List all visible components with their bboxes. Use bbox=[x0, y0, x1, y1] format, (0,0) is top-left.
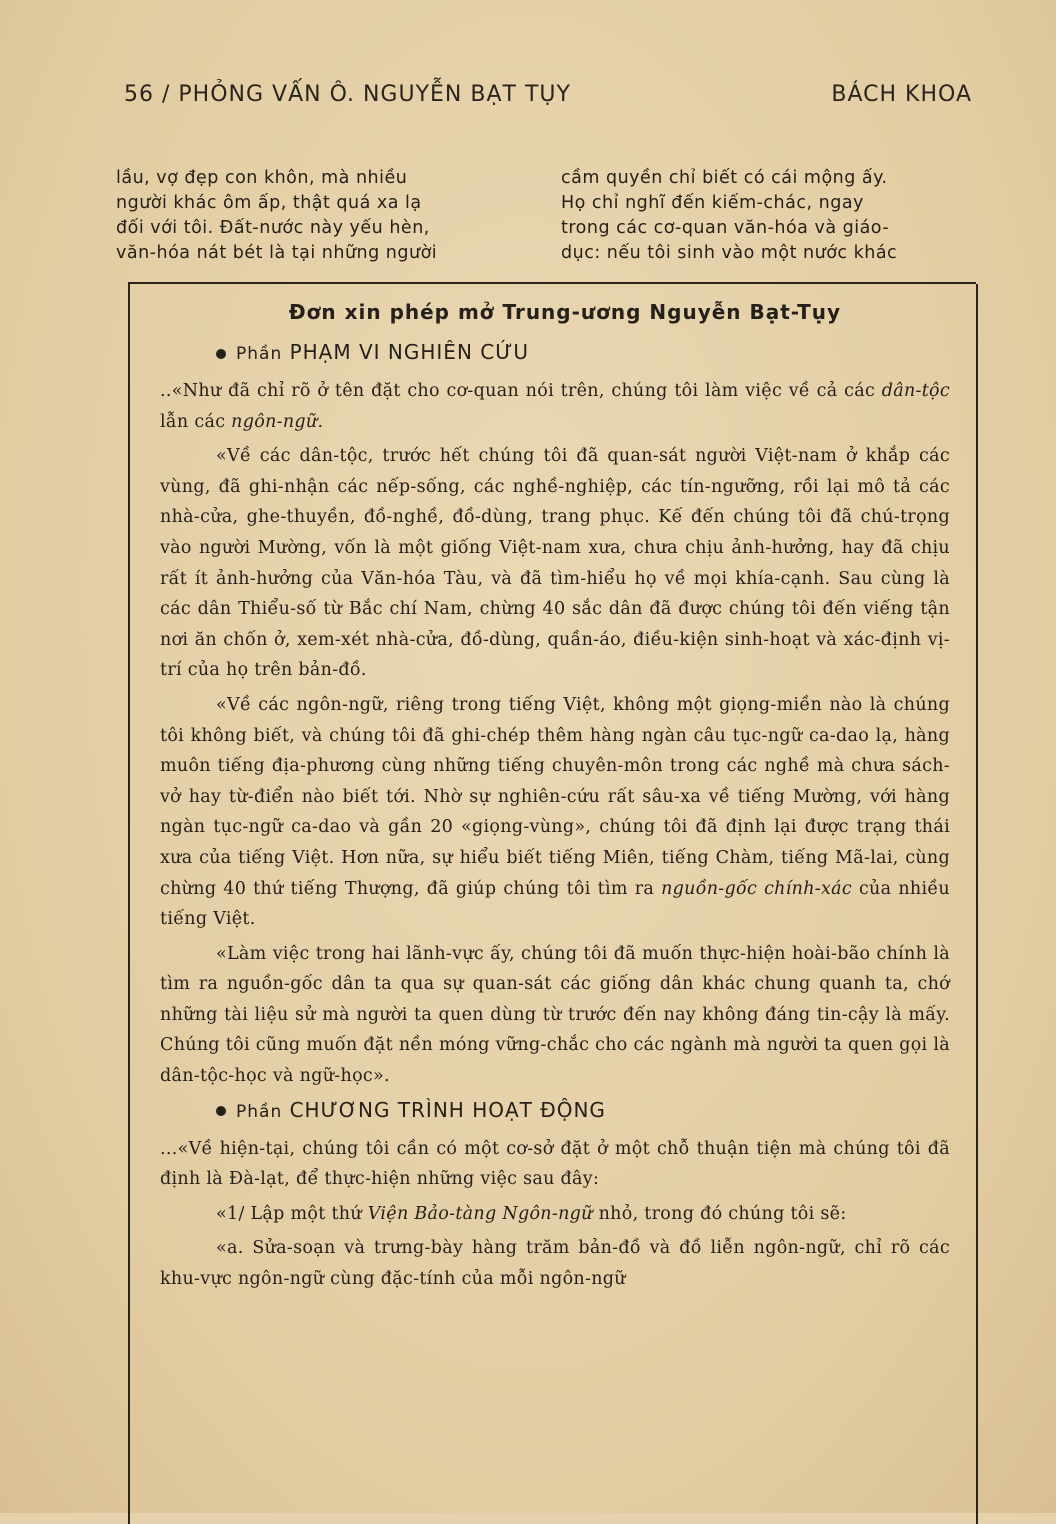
paragraph: «Làm việc trong hai lãnh-vực ấy, chúng tôi đã muốn thực-hiện hoài-bão chính là tìm ra nguồn-gốc dân ta qua sự quan-sát các giống dân khác chung quanh ta, chớ những tài liệu sử mà người ta quen dùng từ trước đến nay không đáng tin-cậy là mấy. Chúng tôi cũng muốn đặt nền móng vững-chắc cho các ngành mà người ta quen gọi là dân-tộc-học và ngữ-học». bbox=[160, 943, 950, 1087]
boxed-article bbox=[160, 300, 950, 1299]
text-line: người khác ôm ấp, thật quá xa lạ bbox=[116, 193, 422, 213]
paragraph: «a. Sửa-soạn và trưng-bày hàng trăm bản-đồ và đồ liễn ngôn-ngữ, chỉ rõ các khu-vực ngôn-ngữ cùng đặc-tính của mỗi ngôn-ngữ bbox=[160, 1238, 950, 1290]
header-journal-name: BÁCH KHOA bbox=[831, 82, 972, 107]
running-header bbox=[124, 82, 972, 118]
text-line: văn-hóa nát bét là tại những người bbox=[116, 243, 438, 263]
paragraph: ...«Về hiện-tại, chúng tôi cần có một cơ-sở đặt ở một chỗ thuận tiện mà chúng tôi đã định là Đà-lạt, để thực-hiện những việc sau đây: bbox=[160, 1138, 950, 1190]
bullet-icon bbox=[216, 1106, 226, 1116]
bullet-icon bbox=[216, 349, 226, 359]
box-title: Đơn xin phép mở Trung-ương Nguyễn Bạt-Tụy bbox=[288, 300, 842, 324]
paragraph: «1/ Lập một thứ Viện Bảo-tàng Ngôn-ngữ nhỏ, trong đó chúng tôi sẽ: bbox=[216, 1203, 847, 1224]
text-line: trong các cơ-quan văn-hóa và giáo- bbox=[561, 218, 890, 238]
section-heading-scope: Phần PHẠM VI NGHIÊN CỨU bbox=[216, 340, 950, 364]
intro-column-left bbox=[116, 166, 531, 266]
text-line: đối với tôi. Đất-nước này yếu hèn, bbox=[116, 218, 430, 238]
text-line: Họ chỉ nghĩ đến kiếm-chác, ngay bbox=[561, 193, 864, 213]
paragraph: ..«Như đã chỉ rõ ở tên đặt cho cơ-quan nói trên, chúng tôi làm việc về cả các dân-tộc lẫn các ngôn-ngữ. bbox=[160, 381, 950, 432]
text-line: cầm quyền chỉ biết có cái mộng ấy. bbox=[561, 168, 888, 188]
paragraph: «Về các dân-tộc, trước hết chúng tôi đã quan-sát người Việt-nam ở khắp các vùng, đã ghi-nhận các nếp-sống, các nghề-nghiệp, các tín-ngưỡng, rồi lại mô tả các nhà-cửa, ghe-thuyền, đồ-nghề, đồ-dùng, trang phục. Kế đến chúng tôi đã chú-trọng vào người Mường, vốn là một giống Việt-nam xưa, chưa chịu ảnh-hưởng, hay đã chịu rất ít ảnh-hưởng của Văn-hóa Tàu, và đã tìm-hiểu họ về mọi khía-cạnh. Sau cùng là các dân Thiểu-số từ Bắc chí Nam, chừng 40 sắc dân đã được chúng tôi đến viếng tận nơi ăn chốn ở, xem-xét nhà-cửa, đồ-dùng, quần-áo, điều-kiện sinh-hoạt và xác-định vị-trí của họ trên bản-đồ. bbox=[160, 446, 950, 681]
intro-text bbox=[116, 166, 976, 266]
section-heading-program: Phần CHƯƠNG TRÌNH HOẠT ĐỘNG bbox=[216, 1098, 950, 1122]
text-line: dục: nếu tôi sinh vào một nước khác bbox=[561, 243, 898, 263]
text-line: lầu, vợ đẹp con khôn, mà nhiều bbox=[116, 168, 408, 188]
paragraph: «Về các ngôn-ngữ, riêng trong tiếng Việt, không một giọng-miền nào là chúng tôi không biết, và chúng tôi đã ghi-chép thêm hàng ngàn câu tục-ngữ ca-dao lạ, hàng muôn tiếng địa-phương cùng những tiếng chuyên-môn trong các nghề mà chưa sách-vở hay từ-điển nào biết tới. Nhờ sự nghiên-cứu rất sâu-xa về tiếng Mường, với hàng ngàn tục-ngữ ca-dao và gần 20 «giọng-vùng», chúng tôi đã định lại được trạng thái xưa của tiếng Việt. Hơn nữa, sự hiểu biết tiếng Miên, tiếng Chàm, tiếng Mã-lai, cùng chừng 40 thứ tiếng Thượng, đã giúp chúng tôi tìm ra nguồn-gốc chính-xác của nhiều tiếng Việt. bbox=[160, 694, 950, 930]
header-page-title: 56 / PHỎNG VẤN Ô. NGUYỄN BẠT TỤY bbox=[124, 82, 571, 107]
intro-column-right bbox=[561, 166, 976, 266]
